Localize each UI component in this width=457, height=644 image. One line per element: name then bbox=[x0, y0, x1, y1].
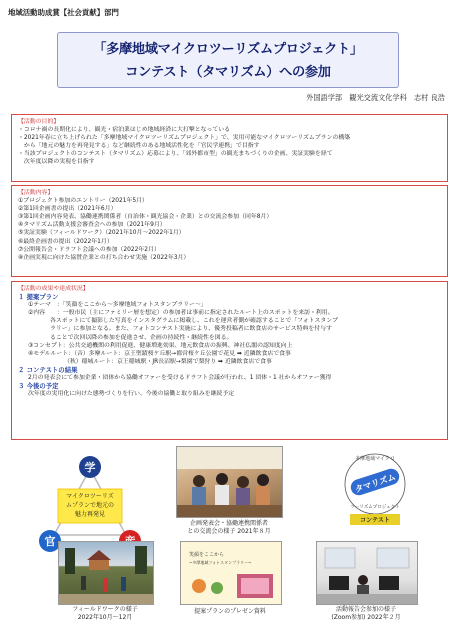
zoom-session-photo bbox=[316, 541, 418, 605]
meeting-photo bbox=[176, 446, 283, 518]
future-text: 次年度の実用化に向けた態勢づくりを行い、今後の協働と取り組みを継続予定 bbox=[28, 391, 235, 398]
title-line1: 「多摩地域マイクロツーリズムプロジェクト」 bbox=[93, 42, 363, 57]
plan-content: 各スポットにて撮影した写真をインスタグラムに掲載し、これを運営者側が確認することで「フォトスタンプ bbox=[50, 318, 339, 325]
content-item: ③第1回企画内容発表、協働連携関係者（自治体・観光協会・企業）との交流会参加（同年8月） bbox=[18, 214, 273, 221]
tamarism-logo bbox=[330, 448, 420, 528]
content-item: ①プロジェクト参加のエントリー（2021年5月） bbox=[18, 198, 148, 205]
contest-text: 2月の発表会にて参加企業・団体から協働オファーを受けるドラフト会議が行われ、1 団体・1 社からオファー獲得 bbox=[28, 375, 332, 382]
caption-line: (Zoom参加) 2022年２月 bbox=[331, 614, 401, 621]
diagram-label-academia: 学 bbox=[84, 461, 96, 474]
author: 外国語学部 観光交流文化学科 志村 良浩 bbox=[306, 93, 445, 102]
content-section bbox=[11, 185, 448, 277]
slide-text: ~多摩地域フォトスタンプラリー~ bbox=[189, 560, 252, 565]
presentation-slide-photo bbox=[180, 541, 282, 605]
title-box bbox=[57, 32, 399, 88]
logo-arc-top: 多摩地域マイクロ bbox=[355, 456, 395, 462]
purpose-line: ・2021年春に立ち上げられた「多摩地域マイクロツーリズムプロジェクト」で、実用可能なマイクロツーリズムプランの構築 bbox=[18, 135, 351, 142]
content-item: ④タマリズム活動支援会審査会への参加（2021年9月） bbox=[18, 222, 166, 229]
logo-arc-bottom: ツーリズムプロジェクト bbox=[350, 505, 400, 510]
caption-line: との交流会の様子 2021年８月 bbox=[187, 528, 271, 535]
caption-line: 企画発表会・協働連携関係者 bbox=[189, 520, 268, 527]
future-heading: ３ 今後の予定 bbox=[18, 382, 59, 391]
content-item: ⑤実証実験（フィールドワーク）（2021年10月～2022年1月） bbox=[18, 230, 185, 237]
content-item: ②第1回企画書の提出（2021年6月） bbox=[18, 206, 117, 213]
results-heading: 【活動の成果や達成状況】 bbox=[18, 286, 89, 292]
plan-model-route: ④モデルルート：（音）多摩ルート：京王聖蹟桜ケ丘駅→都営桜ケ丘公園で花見 ➡ 近隣飲食店で食事 bbox=[28, 350, 291, 357]
content-item: ⑥最終企画書の提出（2022年1月） bbox=[18, 238, 113, 245]
logo-main-text: タマリズム bbox=[353, 472, 398, 496]
content-heading: 【活動内容】 bbox=[18, 190, 54, 196]
diagram-label-government: 官 bbox=[44, 535, 56, 548]
purpose-line: から「地元の魅力を再発見する」など継続性のある地域活性化を「官民学連携」で目指す bbox=[18, 143, 260, 150]
caption-line: 活動報告会参加の様子 bbox=[335, 606, 396, 613]
plan-content: ラリー」に参加となる。また、フォトコンテスト実施により、優秀投稿者に飲食店のサービス特典を付与す bbox=[50, 326, 332, 333]
plan-theme: ①テーマ ：「笑顔をここから～多摩地域フォトスタンプラリー～」 bbox=[28, 302, 207, 309]
plan-model-route: （秋）稲城ルート：京王稲城駅・JR長沼駅→梨園で梨狩り ➡ 近隣飲食店で食事 bbox=[64, 358, 272, 365]
logo-ribbon: コンテスト bbox=[360, 517, 390, 524]
title-line2: コンテスト（タマリズム）への参加 bbox=[125, 65, 331, 80]
fieldwork-photo-caption bbox=[50, 606, 160, 622]
purpose-line: ・コロナ禍の長期化により、観光・宿泊業はじめ地域経済に大打撃となっている bbox=[18, 127, 231, 134]
purpose-heading: 【活動の目的】 bbox=[18, 119, 60, 125]
plan-content: ②内容 ：一般市民（主にファミリー層を想定）の参加者は事前に指定されたルート上のスポットを来訪・利用。 bbox=[28, 310, 334, 317]
caption-line: フィールドワークの様子 bbox=[72, 606, 138, 613]
purpose-section bbox=[11, 114, 448, 182]
diagram-center-text: マイクロツーリズ bbox=[66, 493, 114, 500]
plan-heading: １ 提案プラン bbox=[18, 293, 59, 302]
caption-line: 2022年10月～12月 bbox=[77, 614, 133, 621]
category-label: 地域活動助成賞【社会貢献】部門 bbox=[8, 8, 119, 17]
plan-concept: ③コンセプト：公共交通機関の利用促進、健康増進効果、地元飲食店の振興、神社仏閣の認知度向上 bbox=[28, 342, 293, 349]
contest-heading: ２ コンテストの結果 bbox=[18, 365, 78, 374]
meeting-photo-caption bbox=[168, 520, 290, 536]
purpose-line: ・当該プロジェクトのコンテスト（タマリズム）応募により、「郊外都市型」の観光まちづくりの企画、実証実験を経て bbox=[18, 151, 333, 158]
content-item: ⑧企画実現に向けた協賛企業との打ち合わせ実施（2022年3月） bbox=[18, 254, 190, 261]
diagram-center-text: 魅力再発見 bbox=[74, 511, 106, 518]
slide-text: 笑顔をここから bbox=[189, 552, 225, 558]
content-item: ⑦公開報告会・ドラフト会議への参加（2022年2月） bbox=[18, 246, 160, 253]
fieldwork-photo bbox=[58, 541, 154, 605]
presentation-slide-caption: 提案プランのプレゼン資料 bbox=[194, 608, 266, 615]
diagram-center-text: ムプランで地元の bbox=[65, 502, 115, 509]
results-section bbox=[11, 281, 448, 440]
zoom-session-caption bbox=[306, 606, 426, 622]
purpose-line: 次年度以降の実現を目指す bbox=[18, 159, 95, 166]
plan-content: ることで次回以降の参加を促進させ、企画の持続性・継続性を図る。 bbox=[50, 334, 233, 341]
